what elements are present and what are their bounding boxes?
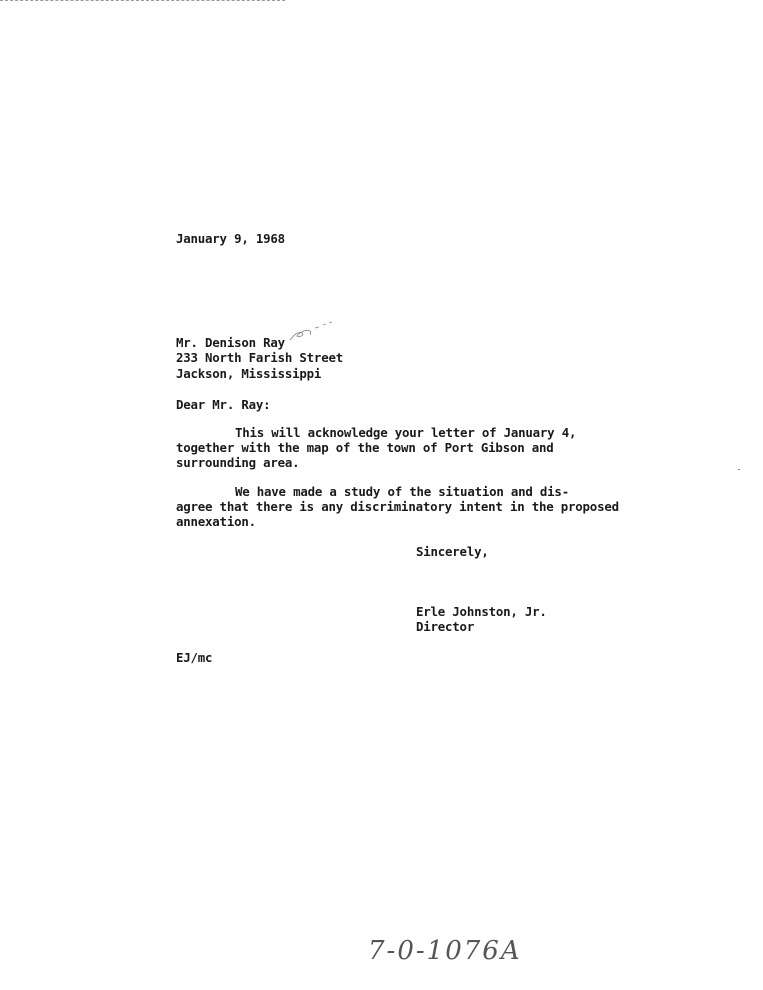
top-dashed-rule [0,0,285,1]
closing: Sincerely, [416,544,489,559]
paragraph-2 [176,484,619,529]
paragraph-1-line: together with the map of the town of Port Gibson and [176,440,554,455]
paragraph-2-line: agree that there is any discriminatory intent in the proposed [176,499,619,514]
paragraph-1-line: This will acknowledge your letter of January 4, [235,425,577,440]
paragraph-2-line: We have made a study of the situation and dis- [235,484,569,499]
scan-speck [738,469,740,470]
paragraph-1 [176,425,576,470]
paragraph-1-line: surrounding area. [176,455,300,470]
recipient-name: Mr. Denison Ray [176,335,285,350]
letter-date: January 9, 1968 [176,231,285,246]
handwritten-mark-icon [288,321,336,343]
typist-initials: EJ/mc [176,650,213,665]
paragraph-2-line: annexation. [176,514,256,529]
recipient-street: 233 North Farish Street [176,350,343,365]
recipient-city: Jackson, Mississippi [176,366,322,381]
salutation: Dear Mr. Ray: [176,397,271,412]
handwritten-file-number: 7-0-1076A [368,936,522,966]
signer-title: Director [416,619,475,634]
signer-name: Erle Johnston, Jr. [416,604,547,619]
